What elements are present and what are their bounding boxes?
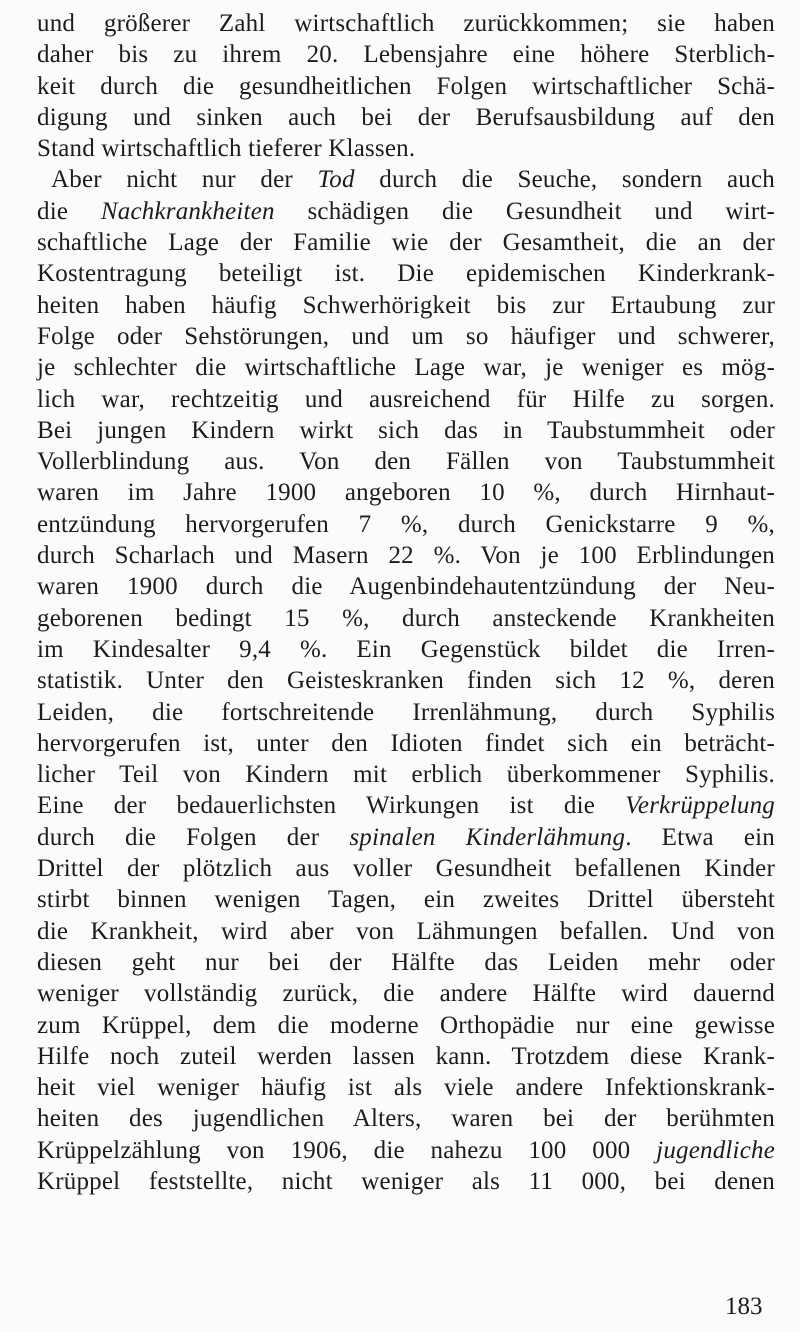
text-line bbox=[37, 728, 775, 759]
text-line bbox=[37, 1072, 775, 1103]
text-line bbox=[37, 133, 775, 164]
emphasized-text: jugendliche bbox=[656, 1136, 775, 1164]
text-segment: lich war, rechtzeitig und ausreichend für Hilfe zu sorgen. bbox=[37, 385, 775, 413]
text-line bbox=[37, 790, 775, 821]
text-line bbox=[37, 1041, 775, 1072]
text-line bbox=[37, 1135, 775, 1166]
text-segment: im Kindesalter 9,4 %. Ein Gegenstück bildet die Irren- bbox=[37, 635, 775, 663]
text-segment: weniger vollständig zurück, die andere Hälfte wird dauernd bbox=[37, 980, 775, 1008]
text-segment: entzündung hervorgerufen 7 %, durch Genickstarre 9 %, bbox=[37, 510, 775, 538]
emphasized-text: Nachkrankheiten bbox=[100, 197, 275, 225]
text-segment: Bei jungen Kindern wirkt sich das in Taubstummheit oder bbox=[37, 416, 775, 444]
text-line bbox=[37, 634, 775, 665]
text-segment: Hilfe noch zuteil werden lassen kann. Trotzdem diese Krank- bbox=[37, 1042, 775, 1070]
text-line bbox=[37, 290, 775, 321]
text-line bbox=[37, 1103, 775, 1134]
text-line bbox=[37, 697, 775, 728]
text-line bbox=[37, 102, 775, 133]
text-line bbox=[37, 8, 775, 39]
text-segment: statistik. Unter den Geisteskranken finden sich 12 %, deren bbox=[37, 667, 775, 695]
text-segment: Folge oder Sehstörungen, und um so häufiger und schwerer, bbox=[37, 322, 775, 350]
text-line bbox=[37, 822, 775, 853]
text-line bbox=[37, 477, 775, 508]
text-segment: Stand wirtschaftlich tieferer Klassen. bbox=[37, 135, 416, 163]
text-line bbox=[37, 227, 775, 258]
text-line bbox=[37, 665, 775, 696]
text-segment: heiten des jugendlichen Alters, waren bei der berühmten bbox=[37, 1105, 775, 1133]
text-line bbox=[37, 853, 775, 884]
text-line bbox=[37, 978, 775, 1009]
text-segment: schädigen die Gesundheit und wirt- bbox=[274, 197, 776, 225]
text-segment: schaftliche Lage der Familie wie der Gesamtheit, die an der bbox=[37, 229, 775, 257]
text-line bbox=[37, 571, 775, 602]
text-line bbox=[37, 352, 775, 383]
text-segment: Aber nicht nur der bbox=[51, 166, 318, 194]
text-segment: waren 1900 durch die Augenbindehautentzündung der Neu- bbox=[37, 573, 775, 601]
text-segment: Leiden, die fortschreitende Irrenlähmung, durch Syphilis bbox=[37, 698, 775, 726]
text-line bbox=[37, 164, 775, 195]
text-segment: diesen geht nur bei der Hälfte das Leiden mehr oder bbox=[37, 948, 775, 976]
emphasized-text: Verkrüppelung bbox=[625, 792, 775, 820]
text-segment: je schlechter die wirtschaftliche Lage war, je weniger es mög- bbox=[37, 354, 775, 382]
text-line bbox=[37, 321, 775, 352]
text-line bbox=[37, 509, 775, 540]
text-line bbox=[37, 947, 775, 978]
text-segment: . Etwa ein bbox=[625, 823, 775, 851]
document-page bbox=[37, 8, 775, 1197]
text-line bbox=[37, 603, 775, 634]
emphasized-text: spinalen Kinderlähmung bbox=[349, 823, 626, 851]
text-segment: daher bis zu ihrem 20. Lebensjahre eine höhere Sterblich- bbox=[37, 41, 775, 69]
text-segment: waren im Jahre 1900 angeboren 10 %, durch Hirnhaut- bbox=[37, 479, 775, 507]
text-line bbox=[37, 446, 775, 477]
text-segment: licher Teil von Kindern mit erblich überkommener Syphilis. bbox=[37, 761, 775, 789]
text-line bbox=[37, 39, 775, 70]
text-segment: Vollerblindung aus. Von den Fällen von Taubstummheit bbox=[37, 448, 775, 476]
text-segment: digung und sinken auch bei der Berufsausbildung auf den bbox=[37, 103, 775, 131]
text-segment: geborenen bedingt 15 %, durch ansteckende Krankheiten bbox=[37, 604, 775, 632]
text-segment: Kostentragung beteiligt ist. Die epidemischen Kinderkrank- bbox=[37, 260, 775, 288]
text-line bbox=[37, 1010, 775, 1041]
text-line bbox=[37, 196, 775, 227]
text-segment: heit viel weniger häufig ist als viele andere Infektionskrank- bbox=[37, 1074, 775, 1102]
text-segment: Eine der bedauerlichsten Wirkungen ist die bbox=[37, 792, 626, 820]
text-line bbox=[37, 384, 775, 415]
text-segment: stirbt binnen wenigen Tagen, ein zweites Drittel übersteht bbox=[37, 886, 775, 914]
text-line bbox=[37, 1166, 775, 1197]
text-segment: heiten haben häufig Schwerhörigkeit bis zur Ertaubung zur bbox=[37, 291, 775, 319]
text-segment: Krüppelzählung von 1906, die nahezu 100 000 bbox=[37, 1136, 657, 1164]
text-segment: zum Krüppel, dem die moderne Orthopädie nur eine gewisse bbox=[37, 1011, 775, 1039]
text-segment: die bbox=[37, 197, 101, 225]
emphasized-text: Tod bbox=[317, 166, 355, 194]
text-segment: hervorgerufen ist, unter den Idioten findet sich ein beträcht- bbox=[37, 729, 775, 757]
text-segment: die Krankheit, wird aber von Lähmungen befallen. Und von bbox=[37, 917, 775, 945]
page-number: 183 bbox=[725, 1293, 763, 1320]
text-line bbox=[37, 759, 775, 790]
text-line bbox=[37, 540, 775, 571]
text-segment: durch Scharlach und Masern 22 %. Von je 100 Erblindungen bbox=[37, 542, 775, 570]
body-text bbox=[37, 8, 775, 1197]
text-segment: keit durch die gesundheitlichen Folgen wirtschaftlicher Schä- bbox=[37, 72, 775, 100]
text-line bbox=[37, 71, 775, 102]
text-line bbox=[37, 415, 775, 446]
text-segment: Drittel der plötzlich aus voller Gesundheit befallenen Kinder bbox=[37, 855, 775, 883]
text-line bbox=[37, 258, 775, 289]
text-line bbox=[37, 916, 775, 947]
text-segment: und größerer Zahl wirtschaftlich zurückkommen; sie haben bbox=[37, 10, 775, 37]
text-line bbox=[37, 884, 775, 915]
text-segment: durch die Seuche, sondern auch bbox=[354, 166, 775, 194]
text-segment: Krüppel feststellte, nicht weniger als 11 000, bei denen bbox=[37, 1167, 775, 1195]
text-segment: durch die Folgen der bbox=[37, 823, 350, 851]
